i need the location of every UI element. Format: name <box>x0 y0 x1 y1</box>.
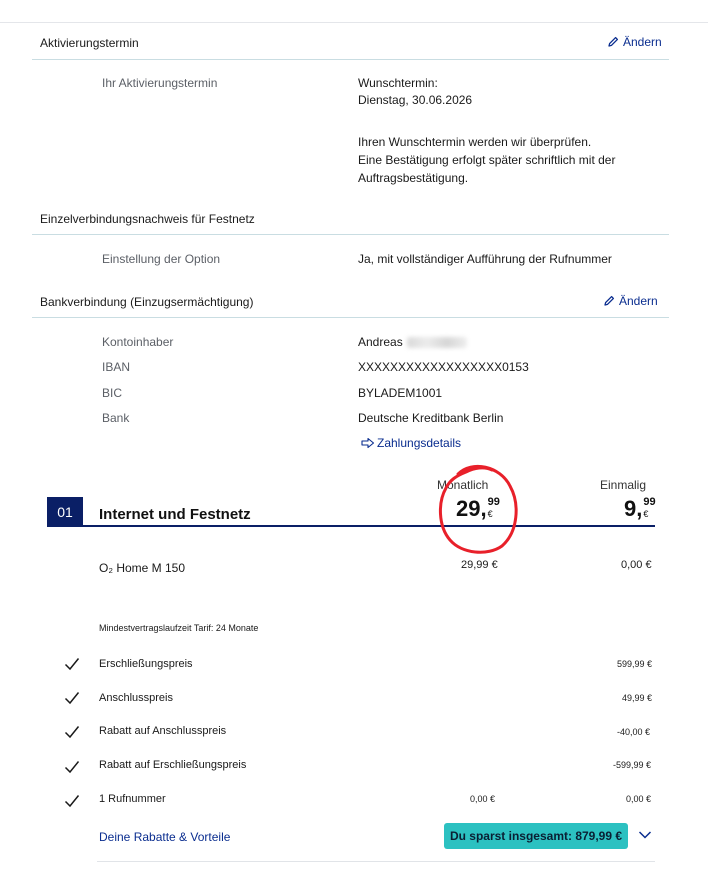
bank-section-title: Bankverbindung (Einzugsermächtigung) <box>40 295 254 309</box>
arrow-right-icon <box>361 437 375 449</box>
pencil-icon <box>603 295 615 307</box>
bank-iban-value: XXXXXXXXXXXXXXXXXX0153 <box>358 360 529 374</box>
item-once-price: 0,00 € <box>626 794 652 804</box>
checkmark-icon <box>64 657 80 671</box>
activation-value-line1: Wunschtermin: <box>358 76 438 90</box>
item-label: Anschlusspreis <box>99 692 173 704</box>
evn-value: Ja, mit vollständiger Aufführung der Rufnummer <box>358 252 612 266</box>
redacted-surname <box>407 337 467 348</box>
bank-bic-value: BYLADEM1001 <box>358 386 443 400</box>
activation-label: Ihr Aktivierungstermin <box>102 76 218 90</box>
checkmark-icon <box>64 725 80 739</box>
payment-details-link[interactable] <box>361 436 461 450</box>
product-title-underline <box>83 525 655 527</box>
item-label: Rabatt auf Erschließungspreis <box>99 759 247 771</box>
item-label: Rabatt auf Anschlusspreis <box>99 725 227 737</box>
monthly-price-main: 29, <box>456 496 487 521</box>
pencil-icon <box>607 36 619 48</box>
chevron-down-icon[interactable] <box>638 830 652 840</box>
discounts-link[interactable]: Deine Rabatte & Vorteile <box>99 830 231 844</box>
red-circle-annotation-icon <box>436 462 524 556</box>
tariff-name: O₂ Home M 150 <box>99 561 186 575</box>
bank-bic-label: BIC <box>102 386 123 400</box>
payment-details-label: Zahlungsdetails <box>377 436 462 450</box>
bank-edit-label: Ändern <box>619 294 658 308</box>
item-monthly-price: 0,00 € <box>470 794 496 804</box>
tariff-monthly-price: 29,99 € <box>461 559 498 571</box>
tariff-once-price: 0,00 € <box>621 559 652 571</box>
bank-holder-firstname: Andreas <box>358 335 403 349</box>
product-number-badge: 01 <box>47 497 83 527</box>
once-price <box>624 496 656 522</box>
checkmark-icon <box>64 794 80 808</box>
savings-badge: Du sparst insgesamt: 879,99 € <box>444 823 628 849</box>
once-price-cents: 99 <box>643 496 656 508</box>
activation-divider <box>32 59 669 60</box>
item-label: 1 Rufnummer <box>99 793 166 805</box>
col-once-header: Einmalig <box>600 478 647 492</box>
bank-name-value: Deutsche Kreditbank Berlin <box>358 411 504 425</box>
item-once-price: -40,00 € <box>617 727 651 737</box>
evn-label: Einstellung der Option <box>102 252 221 266</box>
activation-section-title: Aktivierungstermin <box>40 36 139 50</box>
activation-note-line2: Eine Bestätigung erfolgt später schriftlich mit der <box>358 153 616 167</box>
activation-edit-button[interactable] <box>607 35 662 49</box>
once-price-main: 9, <box>624 496 643 521</box>
monthly-price-cents: 99 <box>487 496 500 508</box>
item-once-price: 49,99 € <box>622 693 653 703</box>
product-title: Internet und Festnetz <box>99 506 251 523</box>
item-once-price: 599,99 € <box>617 659 653 669</box>
activation-value-line2: Dienstag, 30.06.2026 <box>358 93 473 107</box>
bank-edit-button[interactable] <box>603 294 658 308</box>
activation-note-line3: Auftragsbestätigung. <box>358 171 469 185</box>
checkmark-icon <box>64 760 80 774</box>
bank-holder-value <box>358 334 467 351</box>
bottom-divider <box>97 861 655 862</box>
bank-name-label: Bank <box>102 411 130 425</box>
col-monthly-header: Monatlich <box>437 478 489 492</box>
once-price-currency: € <box>643 509 649 519</box>
item-label: Erschließungspreis <box>99 658 193 670</box>
bank-divider <box>32 317 669 318</box>
min-contract-term: Mindestvertragslaufzeit Tarif: 24 Monate <box>99 623 259 633</box>
bank-holder-label: Kontoinhaber <box>102 335 174 349</box>
checkmark-icon <box>64 691 80 705</box>
evn-divider <box>32 234 669 235</box>
item-once-price: -599,99 € <box>613 760 652 770</box>
bank-iban-label: IBAN <box>102 360 131 374</box>
activation-note-line1: Ihren Wunschtermin werden wir überprüfen. <box>358 135 592 149</box>
once-price-cents-block <box>643 496 655 520</box>
activation-edit-label: Ändern <box>623 35 662 49</box>
evn-section-title: Einzelverbindungsnachweis für Festnetz <box>40 212 255 226</box>
monthly-price-currency: € <box>487 509 493 519</box>
top-divider <box>0 22 708 23</box>
